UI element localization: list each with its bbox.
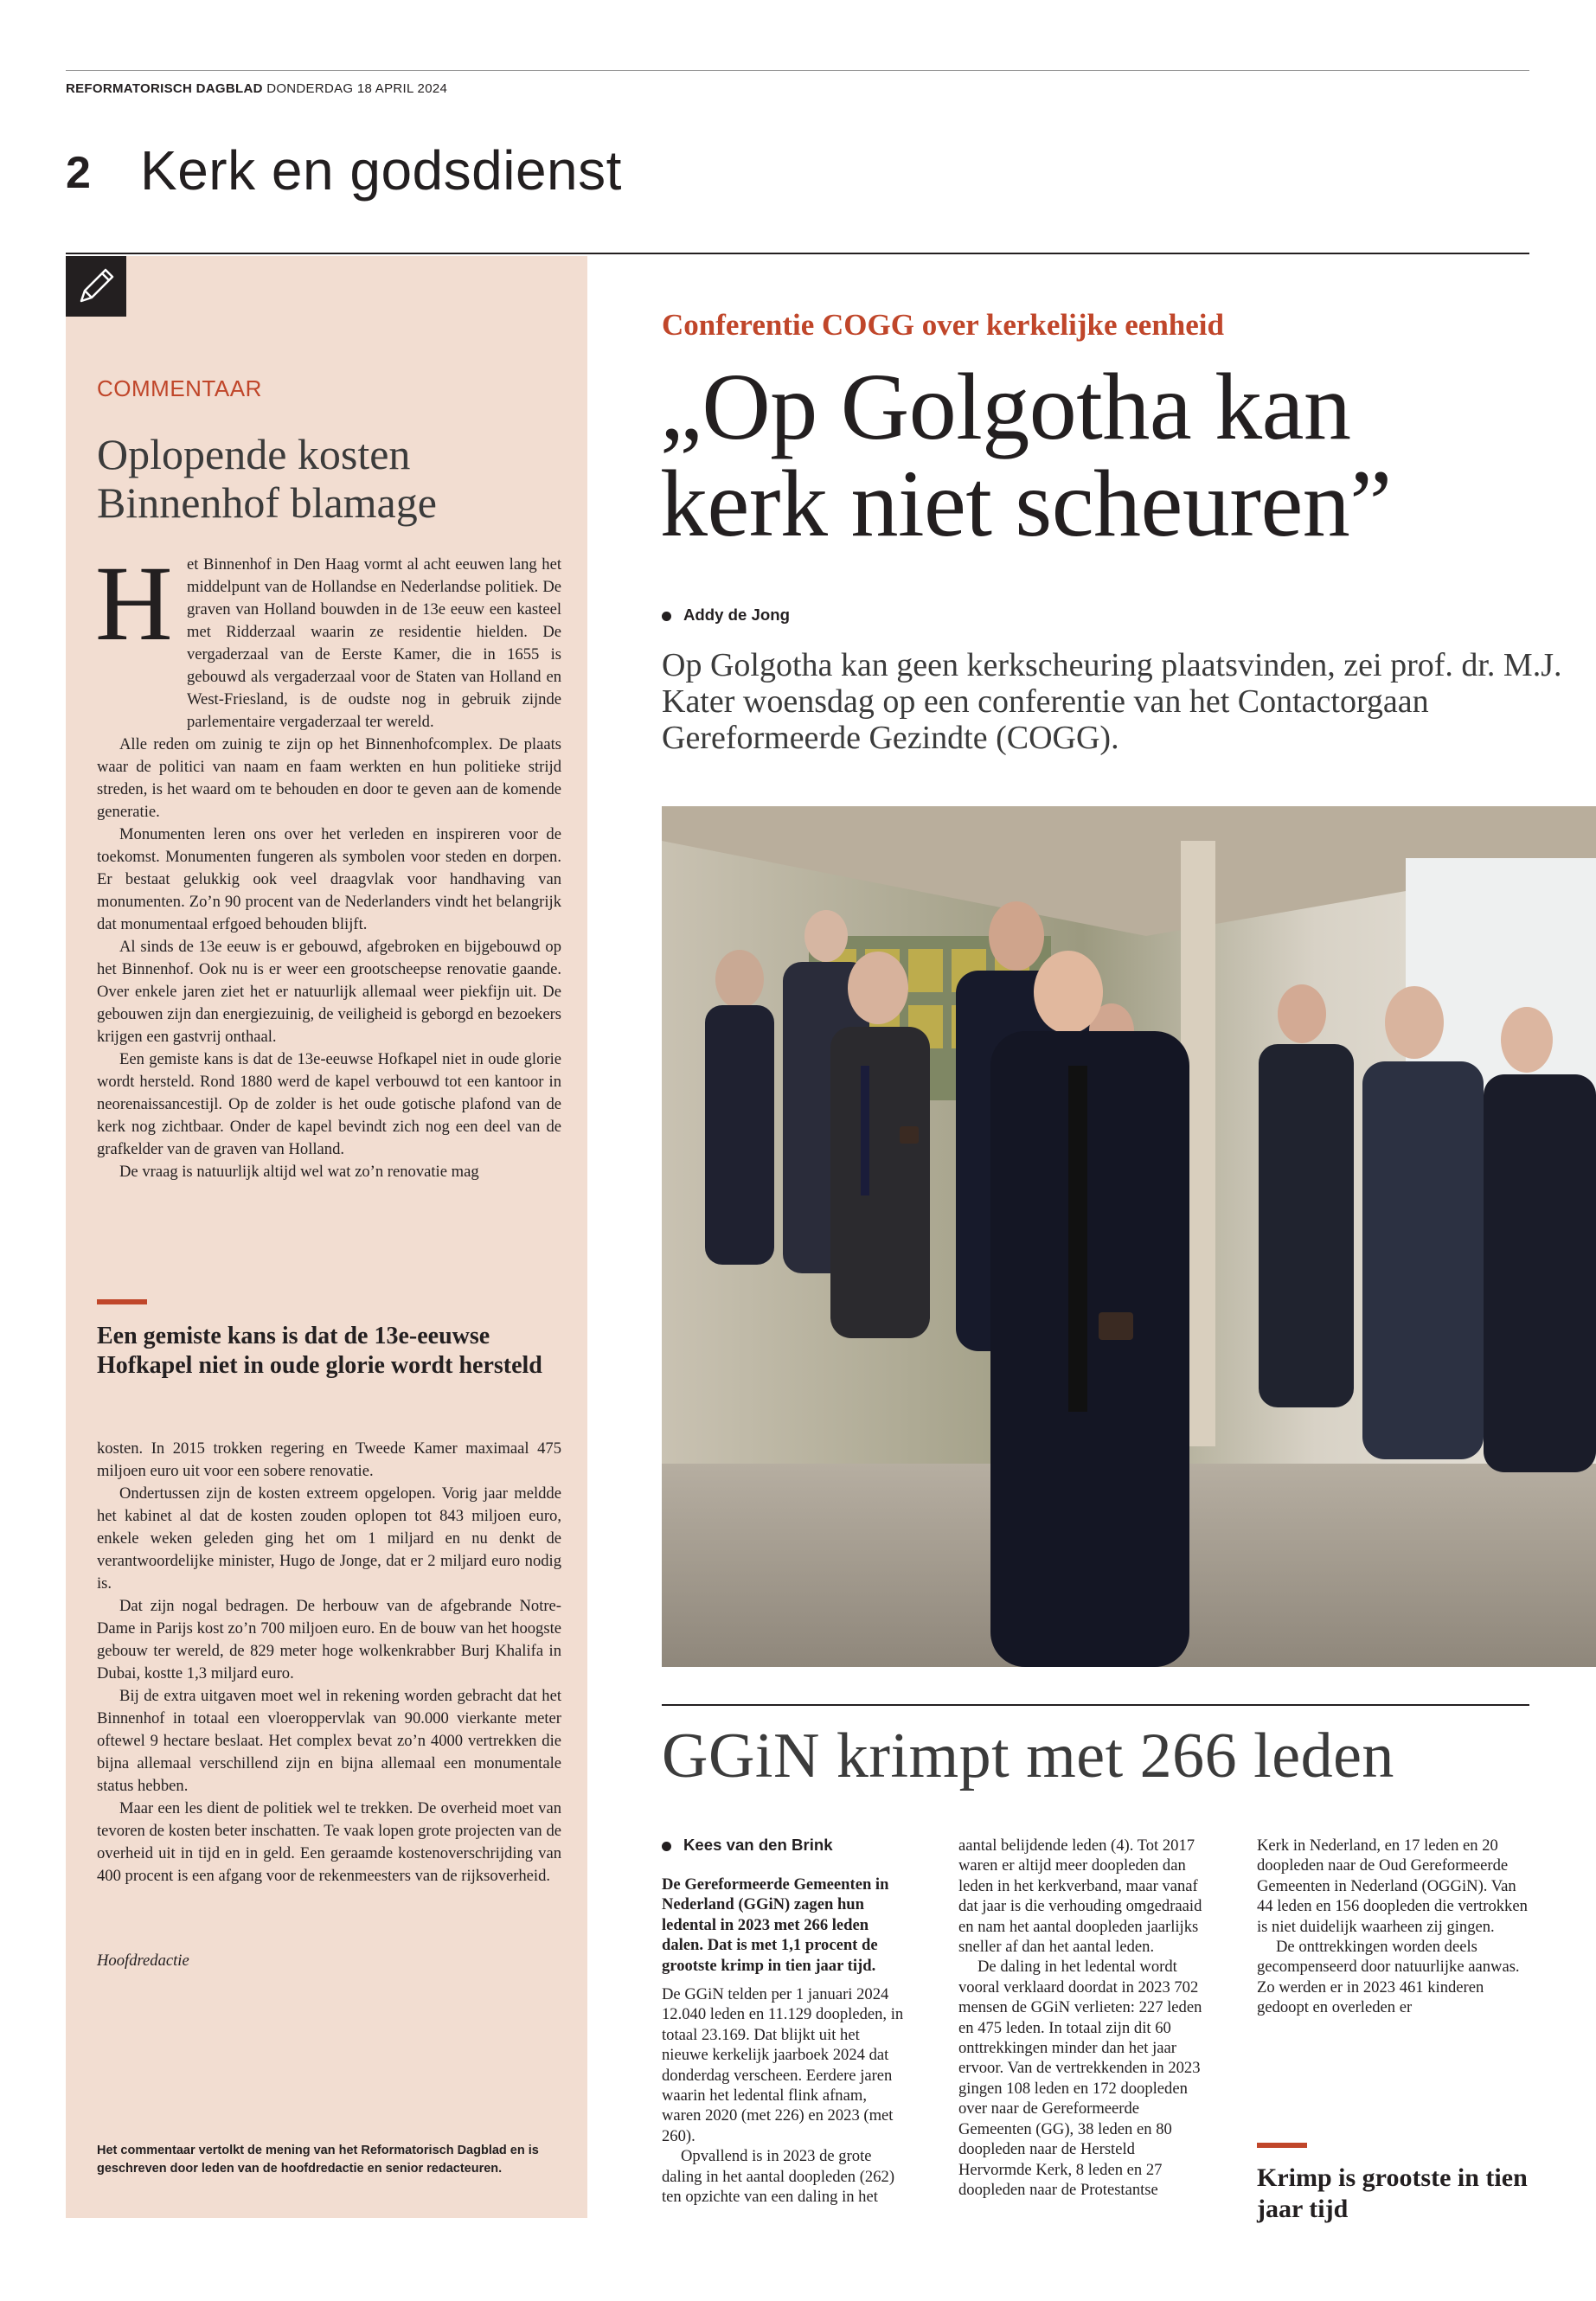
headline-line: „Op Golgotha kan (660, 354, 1351, 459)
commentary-paragraph: Dat zijn nogal bedragen. De herbouw van de afgebrande Notre-Dame in Parijs kost zo’n 700 miljoen euro. En de bouw van het hoogste gebouw ter wereld, de 829 meter hoge wolkenkrabber Burj Khalifa in Dubai, kostte 1,3 miljard euro. (97, 1597, 561, 1682)
masthead-paper: REFORMATORISCH DAGBLAD (66, 81, 263, 96)
commentary-paragraph: Ondertussen zijn de kosten extreem opgelopen. Vorig jaar meldde het kabinet al dat de kosten zouden oplopen tot 843 miljoen euro, enkele weken geleden ging het om 1 miljard en nu denkt de verantwoordelijke minister, Hugo de Jonge, dat er 2 miljard euro nodig is. (97, 1484, 561, 1593)
ggin-paragraph: Kerk in Nederland, en 17 leden en 20 doopleden naar de Oud Gereformeerde Gemeenten in Nederland (OGGiN). Van 44 leden en 156 doopleden die vertrokken is niet duidelijk waarheen zij gingen. (1257, 1836, 1528, 1936)
byline-dot-icon (662, 612, 671, 621)
ggin-paragraph: De onttrekkingen worden deels gecompenseerd door natuurlijke aanwas. Zo werden er in 2023 461 kinderen gedoopt en overleden er (1257, 1938, 1520, 2017)
byline-name: Kees van den Brink (683, 1836, 833, 1854)
article-photo (662, 806, 1596, 1667)
ggin-pull-quote: Krimp is grootste in tien jaar tijd (1257, 2163, 1528, 2223)
commentary-paragraph: Een gemiste kans is dat de 13e-eeuwse Hofkapel niet in oude glorie wordt hersteld. Rond 1880 werd de kapel verbouwd tot een kantoor in neorenaissancestijl. Op de zolder is het oude gotische plafond van de kerk nog zichtbaar. Onder de kapel bevindt zich nog een deel van de grafkelder van de graven van Holland. (97, 1050, 561, 1158)
commentary-paragraph: Maar een les dient de politiek wel te trekken. De overheid moet van tevoren de kosten beter inschatten. Te vaak lopen grote projecten van de overheid uit in tijd en in geld. Een geraamde kostenoverschrijding van 400 procent is een afgang voor de rekenmeesters van de rijksoverheid. (97, 1799, 561, 1885)
byline-name: Addy de Jong (683, 606, 790, 624)
article-divider (662, 1704, 1529, 1706)
commentary-kicker: COMMENTAAR (97, 375, 262, 401)
commentary-paragraph: Alle reden om zuinig te zijn op het Binnenhofcomplex. De plaats waar de politici van naam en faam werkten en hun politieke strijd streden, is het waard om te behouden en door te geven aan de komende generatie. (97, 735, 561, 821)
pull-quote-marker (1257, 2143, 1307, 2148)
ggin-intro: De Gereformeerde Gemeenten in Nederland (GGiN) zagen hun ledental in 2023 met 266 leden dalen. Dat is met 1,1 procent de grootste krimp in tien jaar tijd. (662, 1875, 889, 1975)
page-number: 2 (66, 148, 91, 198)
section-rule (66, 253, 1529, 254)
ggin-column-3 (1257, 1836, 1529, 2018)
ggin-column-1 (662, 1875, 906, 2208)
commentary-pull-quote: Een gemiste kans is dat de 13e-eeuwse Hofkapel niet in oude glorie wordt hersteld (97, 1323, 542, 1379)
masthead (66, 81, 447, 96)
commentary-signature: Hoofdredactie (97, 1952, 189, 1970)
commentary-paragraph: Bij de extra uitgaven moet wel in rekening worden gebracht dat het Binnenhof in totaal een vloeroppervlak van 90.000 vierkante meter oftewel 9 hectare beslaat. Het complex bevat zo’n 4000 vertrekken die bijna allemaal verschillend zijn en bijna allemaal een monumentale status hebben. (97, 1687, 561, 1795)
commentary-footnote: Het commentaar vertolkt de mening van het Reformatorisch Dagblad en is geschreven door leden van de hoofdredactie en senior redacteuren. (97, 2144, 539, 2176)
ggin-paragraph: aantal belijdende leden (4). Tot 2017 waren er altijd meer doopleden dan leden in het kerkverband, maar vanaf dat jaar is die verhouding omgedraaid en nam het aantal doopleden jaarlijks sneller af dan het aantal leden. (958, 1836, 1202, 1957)
commentary-paragraph: Monumenten leren ons over het verleden en inspireren voor de toekomst. Monumenten fungeren als symbolen voor steden en dorpen. Er bestaat gelukkig ook veel draagvlak voor handhaving van monumenten. Zo’n 90 procent van de Nederlanders vindt het belangrijk dat monumentaal erfgoed behouden blijft. (97, 825, 561, 933)
ggin-paragraph: De GGiN telden per 1 januari 2024 12.040 leden en 11.129 doopleden, in totaal 23.169. Dat blijkt uit het nieuwe kerkelijk jaarboek 2024 dat donderdag verscheen. Eerdere jaren waarin het ledental flink afnam, waren 2020 (met 226) en 2023 (met 260). (662, 1985, 904, 2145)
ggin-byline (662, 1836, 833, 1855)
ggin-headline: GGiN krimpt met 266 leden (662, 1721, 1394, 1791)
ggin-column-2 (958, 1836, 1202, 2200)
ggin-paragraph: Opvallend is in 2023 de grote daling in het aantal doopleden (262) ten opzichte van een daling in het (662, 2147, 895, 2207)
commentary-paragraph: kosten. In 2015 trokken regering en Tweede Kamer maximaal 475 miljoen euro uit voor een sobere renovatie. (97, 1439, 561, 1480)
section-title: Kerk en godsdienst (140, 139, 622, 202)
commentary-lead-text: et Binnenhof in Den Haag vormt al acht eeuwen lang het middelpunt van de Hollandse en Nederlandse politiek. De graven van Holland bouwden in de 13e eeuw een kasteel met Ridderzaal waarin ze residentie hielden. De vergaderzaal van de Eerste Kamer, die in 1655 is gebouwd als vergaderzaal voor de Staten van Holland en West-Friesland, is de oudste nog in gebruik zijnde parlementaire vergaderzaal ter wereld. (187, 555, 561, 731)
article-headline (660, 354, 1577, 556)
commentary-paragraph: De vraag is natuurlijk altijd wel wat zo’n renovatie mag (119, 1163, 479, 1181)
masthead-date: DONDERDAG 18 APRIL 2024 (266, 81, 448, 96)
pull-quote-marker (97, 1299, 147, 1304)
commentary-body-part2 (97, 1438, 561, 1888)
commentary-body-part1 (97, 554, 561, 1183)
commentary-headline: Oplopende kosten Binnenhof blamage (97, 430, 437, 527)
byline-dot-icon (662, 1842, 671, 1851)
pen-icon (66, 256, 126, 317)
ggin-paragraph: De daling in het ledental wordt vooral verklaard doordat in 2023 702 mensen de GGiN verlieten: 227 leden en 475 leden. In totaal zijn dit 60 onttrekkingen minder dan het jaar ervoor. Van de vertrekkenden in 2023 gingen 108 leden en 172 doopleden over naar de Gereformeerde Gemeenten (GG), 38 leden en 80 doopleden naar de Hersteld Hervormde Kerk, 8 leden en 27 doopleden naar de Protestantse (958, 1958, 1202, 2199)
commentary-paragraph: Al sinds de 13e eeuw is er gebouwd, afgebroken en bijgebouwd op het Binnenhof. Ook nu is er weer een grootscheepse renovatie gaande. Over enkele jaren ziet het er natuurlijk allemaal weer piekfijn uit. De gebouwen zijn dan energiezuinig, de veiligheid is geborgd en bezoekers krijgen een gastvrij onthaal. (97, 938, 561, 1046)
drop-cap: H (95, 544, 173, 663)
article-kicker: Conferentie COGG over kerkelijke eenheid (662, 308, 1224, 342)
headline-line: kerk niet scheuren” (660, 451, 1392, 556)
article-lead: Op Golgotha kan geen kerkscheuring plaatsvinden, zei prof. dr. M.J. Kater woensdag op een conferentie van het Contactorgaan Gereformeerde Gezindte (COGG). (662, 647, 1562, 756)
commentary-lead (97, 554, 561, 734)
article-byline (662, 606, 790, 625)
